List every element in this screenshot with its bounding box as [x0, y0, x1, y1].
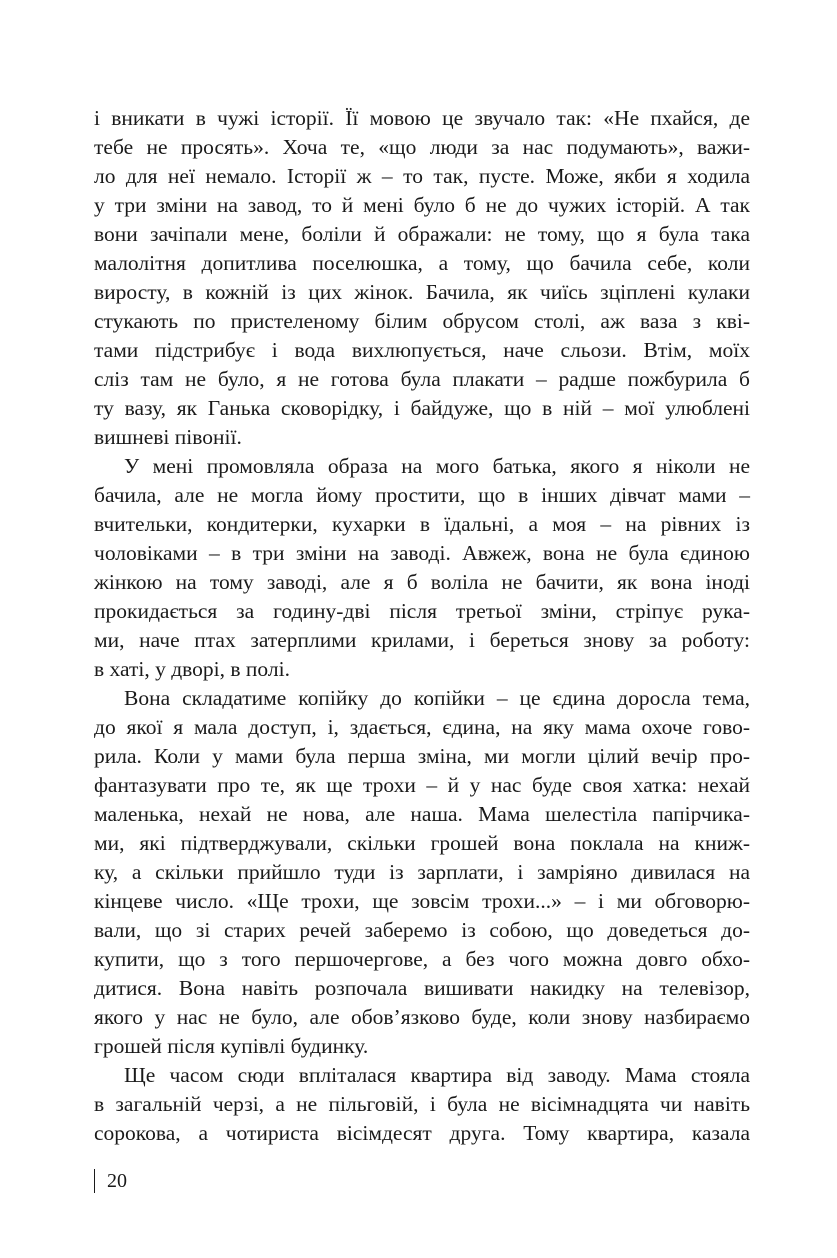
- text-line: прокидається за годину-дві після третьої зміни, стріпує рука-: [94, 599, 750, 623]
- text-line: грошей після купівлі будинку.: [94, 1034, 369, 1058]
- text-line: в хаті, у дворі, в полі.: [94, 657, 290, 681]
- text-line: вчительки, кондитерки, кухарки в їдальні, а моя – на рівних із: [94, 512, 750, 536]
- paragraph: [94, 452, 750, 684]
- text-line: чоловіками – в три зміни на заводі. Авжеж, вона не була єдиною: [94, 541, 750, 565]
- text-line: вали, що зі старих речей заберемо із собою, що доведеться до-: [94, 918, 750, 942]
- text-line: тами підстрибує і вода вихлюпується, наче сльози. Втім, моїх: [94, 338, 750, 362]
- text-line: до якої я мала доступ, і, здається, єдина, на яку мама охоче гово-: [94, 715, 750, 739]
- text-line: ло для неї немало. Історії ж – то так, пусте. Може, якби я ходила: [94, 164, 750, 188]
- text-line: в загальній черзі, а не пільговій, і була не вісімнадцята чи навіть: [94, 1092, 750, 1116]
- text-line: сорокова, а чотириста вісімдесят друга. Тому квартира, казала: [94, 1121, 750, 1145]
- text-line: бачила, але не могла йому простити, що в інших дівчат мами –: [94, 483, 750, 507]
- text-line: стукають по пристеленому білим обрусом столі, аж ваза з кві-: [94, 309, 750, 333]
- text-line: кінцеве число. «Ще трохи, ще зовсім трохи...» – і ми обговорю-: [94, 889, 750, 913]
- text-line: ми, які підтверджували, скільки грошей вона поклала на книж-: [94, 831, 750, 855]
- text-line: тебе не просять». Хоча те, «що люди за нас подумають», важи-: [94, 135, 750, 159]
- text-line: Вона складатиме копійку до копійки – це єдина доросла тема,: [124, 686, 750, 710]
- text-line: фантазувати про те, як ще трохи – й у нас буде своя хатка: нехай: [94, 773, 750, 797]
- text-line: вони зачіпали мене, боліли й ображали: не тому, що я була така: [94, 222, 750, 246]
- text-line: купити, що з того першочергове, а без чого можна довго обхо-: [94, 947, 750, 971]
- paragraph: [94, 1061, 750, 1148]
- text-line: і вникати в чужі історії. Її мовою це звучало так: «Не пхайся, де: [94, 106, 750, 130]
- text-line: У мені промовляла образа на мого батька, якого я ніколи не: [124, 454, 750, 478]
- text-line: сліз там не було, я не готова була плакати – радше пожбурила б: [94, 367, 750, 391]
- footer-divider: [94, 1169, 95, 1193]
- text-line: виросту, в кожній із цих жінок. Бачила, як чиїсь зціплені кулаки: [94, 280, 750, 304]
- text-line: малолітня допитлива поселюшка, а тому, що бачила себе, коли: [94, 251, 750, 275]
- text-line: жінкою на тому заводі, але я б воліла не бачити, як вона іноді: [94, 570, 750, 594]
- text-line: маленька, нехай не нова, але наша. Мама шелестіла папірчика-: [94, 802, 750, 826]
- text-line: дитися. Вона навіть розпочала вишивати накидку на телевізор,: [94, 976, 750, 1000]
- text-line: ми, наче птах затерплими крилами, і береться знову за роботу:: [94, 628, 750, 652]
- page-body: [94, 104, 750, 1148]
- text-line: Ще часом сюди впліталася квартира від заводу. Мама стояла: [124, 1063, 750, 1087]
- text-line: у три зміни на завод, то й мені було б не до чужих історій. А так: [94, 193, 750, 217]
- paragraph: [94, 684, 750, 1061]
- text-line: вишневі півонії.: [94, 425, 242, 449]
- page-number: 20: [107, 1170, 127, 1192]
- text-line: ту вазу, як Ганька сковорідку, і байдуже, що в ній – мої улюблені: [94, 396, 750, 420]
- text-line: якого у нас не було, але обов’язково буде, коли знову назбираємо: [94, 1005, 750, 1029]
- page-footer: [94, 1168, 127, 1194]
- paragraph: [94, 104, 750, 452]
- text-line: ку, а скільки прийшло туди із зарплати, і замріяно дивилася на: [94, 860, 750, 884]
- text-line: рила. Коли у мами була перша зміна, ми могли цілий вечір про-: [94, 744, 750, 768]
